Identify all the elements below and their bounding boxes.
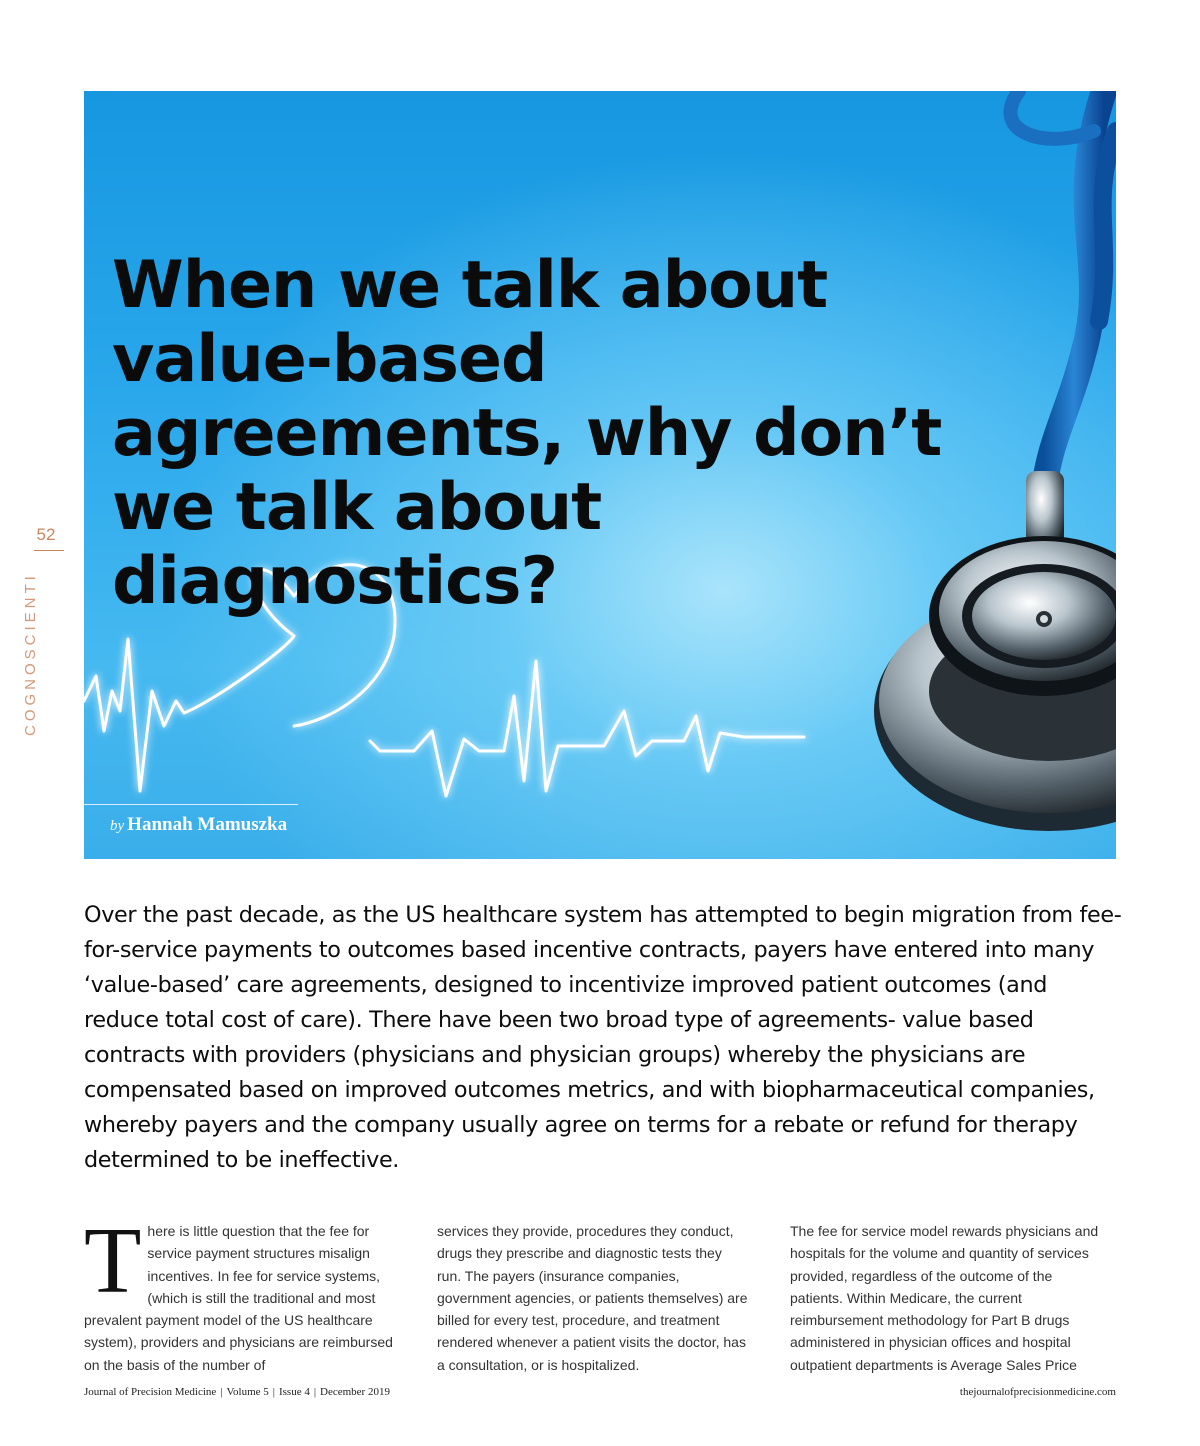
intro-paragraph: Over the past decade, as the US healthcare system has attempted to begin migration from fee-for-service payments to outcomes based incentive contracts, payers have entered into many ‘value-based’ care agreements, designed to incentivize improved patient outcomes (and reduce total cost of care). There have been two broad type of agreements- value based contracts with providers (physicians and physician groups) whereby the physicians are compensated based on improved outcomes metrics, and with biopharmaceutical companies, whereby payers and the company usually agree on terms for a rebate or refund for therapy determined to be ineffective. — [84, 902, 1122, 1173]
byline — [110, 814, 287, 836]
footer-citation: Journal of Precision Medicine | Volume 5 | Issue 4 | December 2019 — [84, 1386, 390, 1398]
drop-cap: T — [84, 1209, 142, 1313]
column-text: here is little question that the fee for service payment structures misalign incentives. In fee for service systems, (which is still the traditional and most prevalent payment model of the US healthcare system), providers and physicians are reimbursed on the basis of the number of — [84, 1223, 393, 1373]
column-text: services they provide, procedures they conduct, drugs they prescribe and diagnostic tests they run. The payers (insurance companies, government agencies, or patients themselves) are billed for every test, procedure, and treatment rendered whenever a patient visits the doctor, has a consultation, or is hospitalized. — [437, 1223, 748, 1373]
footer-website: thejournalofprecisionmedicine.com — [959, 1386, 1116, 1398]
column-text: The fee for service model rewards physicians and hospitals for the volume and quantity of services provided, regardless of the outcome of the patients. Within Medicare, the current reimbursement methodology for Part B drugs administered in physician offices and hospital outpatient departments is Average Sales Price — [790, 1223, 1099, 1373]
page-number: 52 — [36, 525, 56, 544]
volume: Volume 5 — [226, 1386, 269, 1398]
issue-date: December 2019 — [320, 1386, 390, 1398]
body-column-3 — [790, 1220, 1102, 1376]
body-column-2 — [437, 1220, 749, 1376]
author-name: Hannah Mamuszka — [127, 814, 288, 835]
hero-image — [84, 91, 1116, 859]
stethoscope-tube — [1010, 91, 1116, 491]
body-column-1 — [84, 1209, 396, 1376]
journal-name: Journal of Precision Medicine — [84, 1386, 217, 1398]
byline-divider — [84, 804, 298, 805]
issue: Issue 4 — [278, 1386, 310, 1398]
article-title: When we talk about value-based agreements, why don’t we talk about diagnostics? — [112, 248, 942, 619]
byline-prefix: by — [110, 818, 125, 834]
section-name-vertical: COGNOSCIENTI — [22, 572, 39, 736]
